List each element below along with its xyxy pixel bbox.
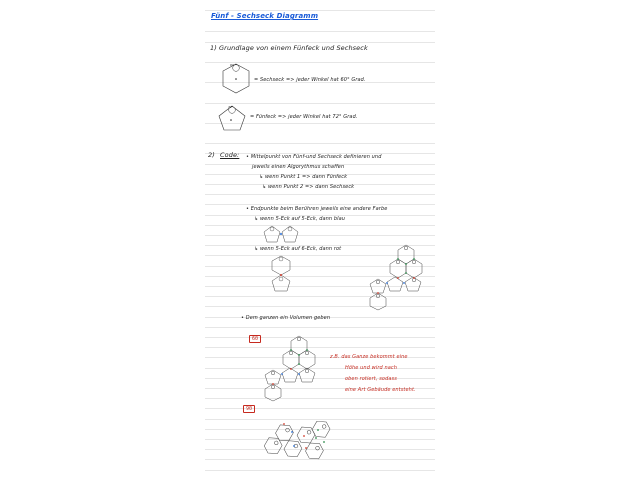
page-title: Fünf - Sechseck Diagramm bbox=[211, 12, 319, 20]
pentagon-angle-label: 72 bbox=[228, 105, 233, 109]
polygon-cluster-diagram bbox=[368, 243, 428, 308]
note-line: Höhe und wird nach bbox=[345, 365, 398, 371]
hexagon-description: = Sechseck => jeder Winkel hat 60° Grad. bbox=[254, 77, 366, 83]
rotated-cluster-diagram bbox=[262, 408, 342, 463]
hexagon-icon bbox=[220, 62, 252, 96]
sub-bullet-text: ↳ wenn Punkt 2 => dann Sechseck bbox=[262, 184, 355, 190]
bullet-text: • Mittelpunkt von Fünf-und Sechseck definieren und bbox=[246, 154, 382, 160]
angle-badge-90: 90 bbox=[243, 405, 255, 413]
ruled-line bbox=[205, 143, 435, 144]
pentagon-hexagon-red-diagram bbox=[268, 255, 298, 295]
ruled-line bbox=[205, 470, 435, 471]
pentagon-pair-blue-diagram bbox=[262, 225, 302, 245]
sub-bullet-text: ↳ wenn Punkt 1 => dann Fünfeck bbox=[259, 174, 348, 180]
ruled-line bbox=[205, 42, 435, 43]
section2-heading: Code: bbox=[220, 151, 240, 159]
angle-badge-60: 60 bbox=[249, 335, 261, 343]
ruled-line bbox=[205, 10, 435, 11]
note-line: eine Art Gebäude entsteht. bbox=[345, 387, 416, 393]
note-line: oben rotiert, sodass bbox=[345, 376, 397, 382]
hexagon-angle-label: 60 bbox=[230, 63, 235, 67]
volume-cluster-diagram bbox=[265, 334, 325, 399]
sub-bullet-text: ↳ wenn 5-Eck auf 6-Eck, dann rot bbox=[254, 246, 342, 252]
note-line: z.B. das Ganze bekommt eine bbox=[330, 354, 408, 360]
bullet-text: • Endpunkte beim Berühren jeweils eine andere Farbe bbox=[246, 206, 388, 212]
ruled-line bbox=[205, 194, 435, 195]
ruled-line bbox=[205, 204, 435, 205]
ruled-line bbox=[205, 235, 435, 236]
sub-bullet-text: ↳ wenn 5-Eck auf 5-Eck, dann blau bbox=[254, 216, 346, 222]
section1-heading: 1) Grundlage von einem Fünfeck und Sechseck bbox=[210, 44, 368, 52]
ruled-line bbox=[205, 327, 435, 328]
bullet-text: • Dem ganzen ein Volumen geben bbox=[241, 315, 331, 321]
section2-number: 2) bbox=[208, 151, 215, 159]
ruled-line bbox=[205, 31, 435, 32]
bullet-text: jeweils einen Algorythmus schaffen bbox=[252, 164, 345, 170]
pentagon-description: = Fünfeck => jeder Winkel hat 72° Grad. bbox=[250, 114, 358, 120]
ruled-line bbox=[205, 225, 435, 226]
